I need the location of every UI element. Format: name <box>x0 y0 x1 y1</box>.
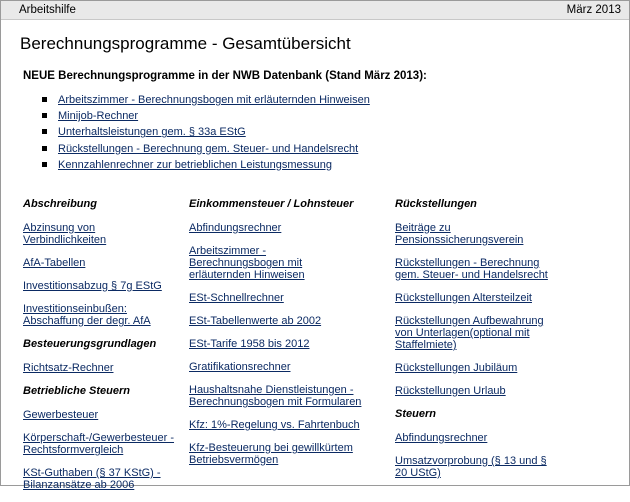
program-link[interactable]: Investitionseinbußen: Abschaffung der degr. AfA <box>23 303 151 327</box>
list-item <box>40 143 370 159</box>
program-link[interactable]: Rückstellungen - Berechnung gem. Steuer- und Handelsrecht <box>395 257 548 281</box>
program-link[interactable]: Rückstellungen Jubiläum <box>395 362 518 374</box>
program-link[interactable]: Kfz-Besteuerung bei gewillkürtem Betriebsvermögen <box>189 442 353 466</box>
program-link[interactable]: Abzinsung von Verbindlichkeiten <box>23 222 107 246</box>
section-heading: Abschreibung <box>23 198 97 210</box>
section-heading: Einkommensteuer / Lohnsteuer <box>189 198 354 210</box>
square-bullet-icon <box>42 162 47 167</box>
category-column-3 <box>395 198 555 490</box>
program-link[interactable]: Abfindungsrechner <box>189 222 282 234</box>
program-link[interactable]: Abfindungsrechner <box>395 432 488 444</box>
new-program-link[interactable]: Arbeitszimmer - Berechnungsbogen mit erläuternden Hinweisen <box>58 94 370 106</box>
section-heading: Rückstellungen <box>395 198 477 210</box>
header-date: März 2013 <box>566 4 621 16</box>
square-bullet-icon <box>42 129 47 134</box>
header-label: Arbeitshilfe <box>19 4 76 16</box>
program-link[interactable]: Haushaltsnahe Dienstleistungen - Berechnungsbogen mit Formularen <box>189 384 362 408</box>
program-link[interactable]: Kfz: 1%-Regelung vs. Fahrtenbuch <box>189 419 360 431</box>
section-heading: Steuern <box>395 408 436 420</box>
program-link[interactable]: ESt-Tarife 1958 bis 2012 <box>189 338 310 350</box>
program-link[interactable]: ESt-Schnellrechner <box>189 292 284 304</box>
program-link[interactable]: Rückstellungen Altersteilzeit <box>395 292 532 304</box>
program-link[interactable]: Umsatzvorprobung (§ 13 und § 20 UStG) <box>395 455 547 479</box>
new-program-link[interactable]: Minijob-Rechner <box>58 110 139 123</box>
program-link[interactable]: Beiträge zu Pensionssicherungsverein <box>395 222 524 246</box>
section-heading: Besteuerungsgrundlagen <box>23 338 157 350</box>
new-program-link[interactable]: Unterhaltsleistungen gem. § 33a EStG <box>58 126 246 139</box>
section-heading: Betriebliche Steuern <box>23 385 130 397</box>
program-link[interactable]: Gratifikationsrechner <box>189 361 291 373</box>
list-item <box>40 126 370 142</box>
page-title: Berechnungsprogramme - Gesamtübersicht <box>20 34 351 53</box>
square-bullet-icon <box>42 113 47 118</box>
program-link[interactable]: Investitionsabzug § 7g EStG <box>23 280 162 292</box>
square-bullet-icon <box>42 97 47 102</box>
program-link[interactable]: KSt-Guthaben (§ 37 KStG) - Bilanzansätze ab 2006 <box>23 467 161 491</box>
new-program-link[interactable]: Rückstellungen - Berechnung gem. Steuer- und Handelsrecht <box>58 142 359 155</box>
program-link[interactable]: Rückstellungen Urlaub <box>395 385 506 397</box>
category-column-2 <box>189 198 364 477</box>
program-link[interactable]: Körperschaft-/Gewerbesteuer - Rechtsformvergleich <box>23 432 175 456</box>
program-link[interactable]: Richtsatz-Rechner <box>23 362 114 374</box>
list-item <box>40 159 370 175</box>
program-link[interactable]: Arbeitszimmer - Berechnungsbogen mit erläuternden Hinweisen <box>189 245 305 281</box>
new-programs-heading: NEUE Berechnungsprogramme in der NWB Datenbank (Stand März 2013): <box>23 70 427 82</box>
document-header-bar <box>1 1 629 20</box>
list-item <box>40 110 370 126</box>
category-column-1 <box>23 198 181 502</box>
list-item <box>40 94 370 110</box>
program-link[interactable]: AfA-Tabellen <box>23 257 86 269</box>
new-program-link[interactable]: Kennzahlenrechner zur betrieblichen Leistungsmessung <box>58 158 332 171</box>
program-link[interactable]: Rückstellungen Aufbewahrung von Unterlagen(optional mit Staffelmiete) <box>395 315 544 351</box>
program-link[interactable]: Gewerbesteuer <box>23 409 99 421</box>
square-bullet-icon <box>42 146 47 151</box>
new-programs-list <box>40 94 370 175</box>
program-link[interactable]: ESt-Tabellenwerte ab 2002 <box>189 315 322 327</box>
